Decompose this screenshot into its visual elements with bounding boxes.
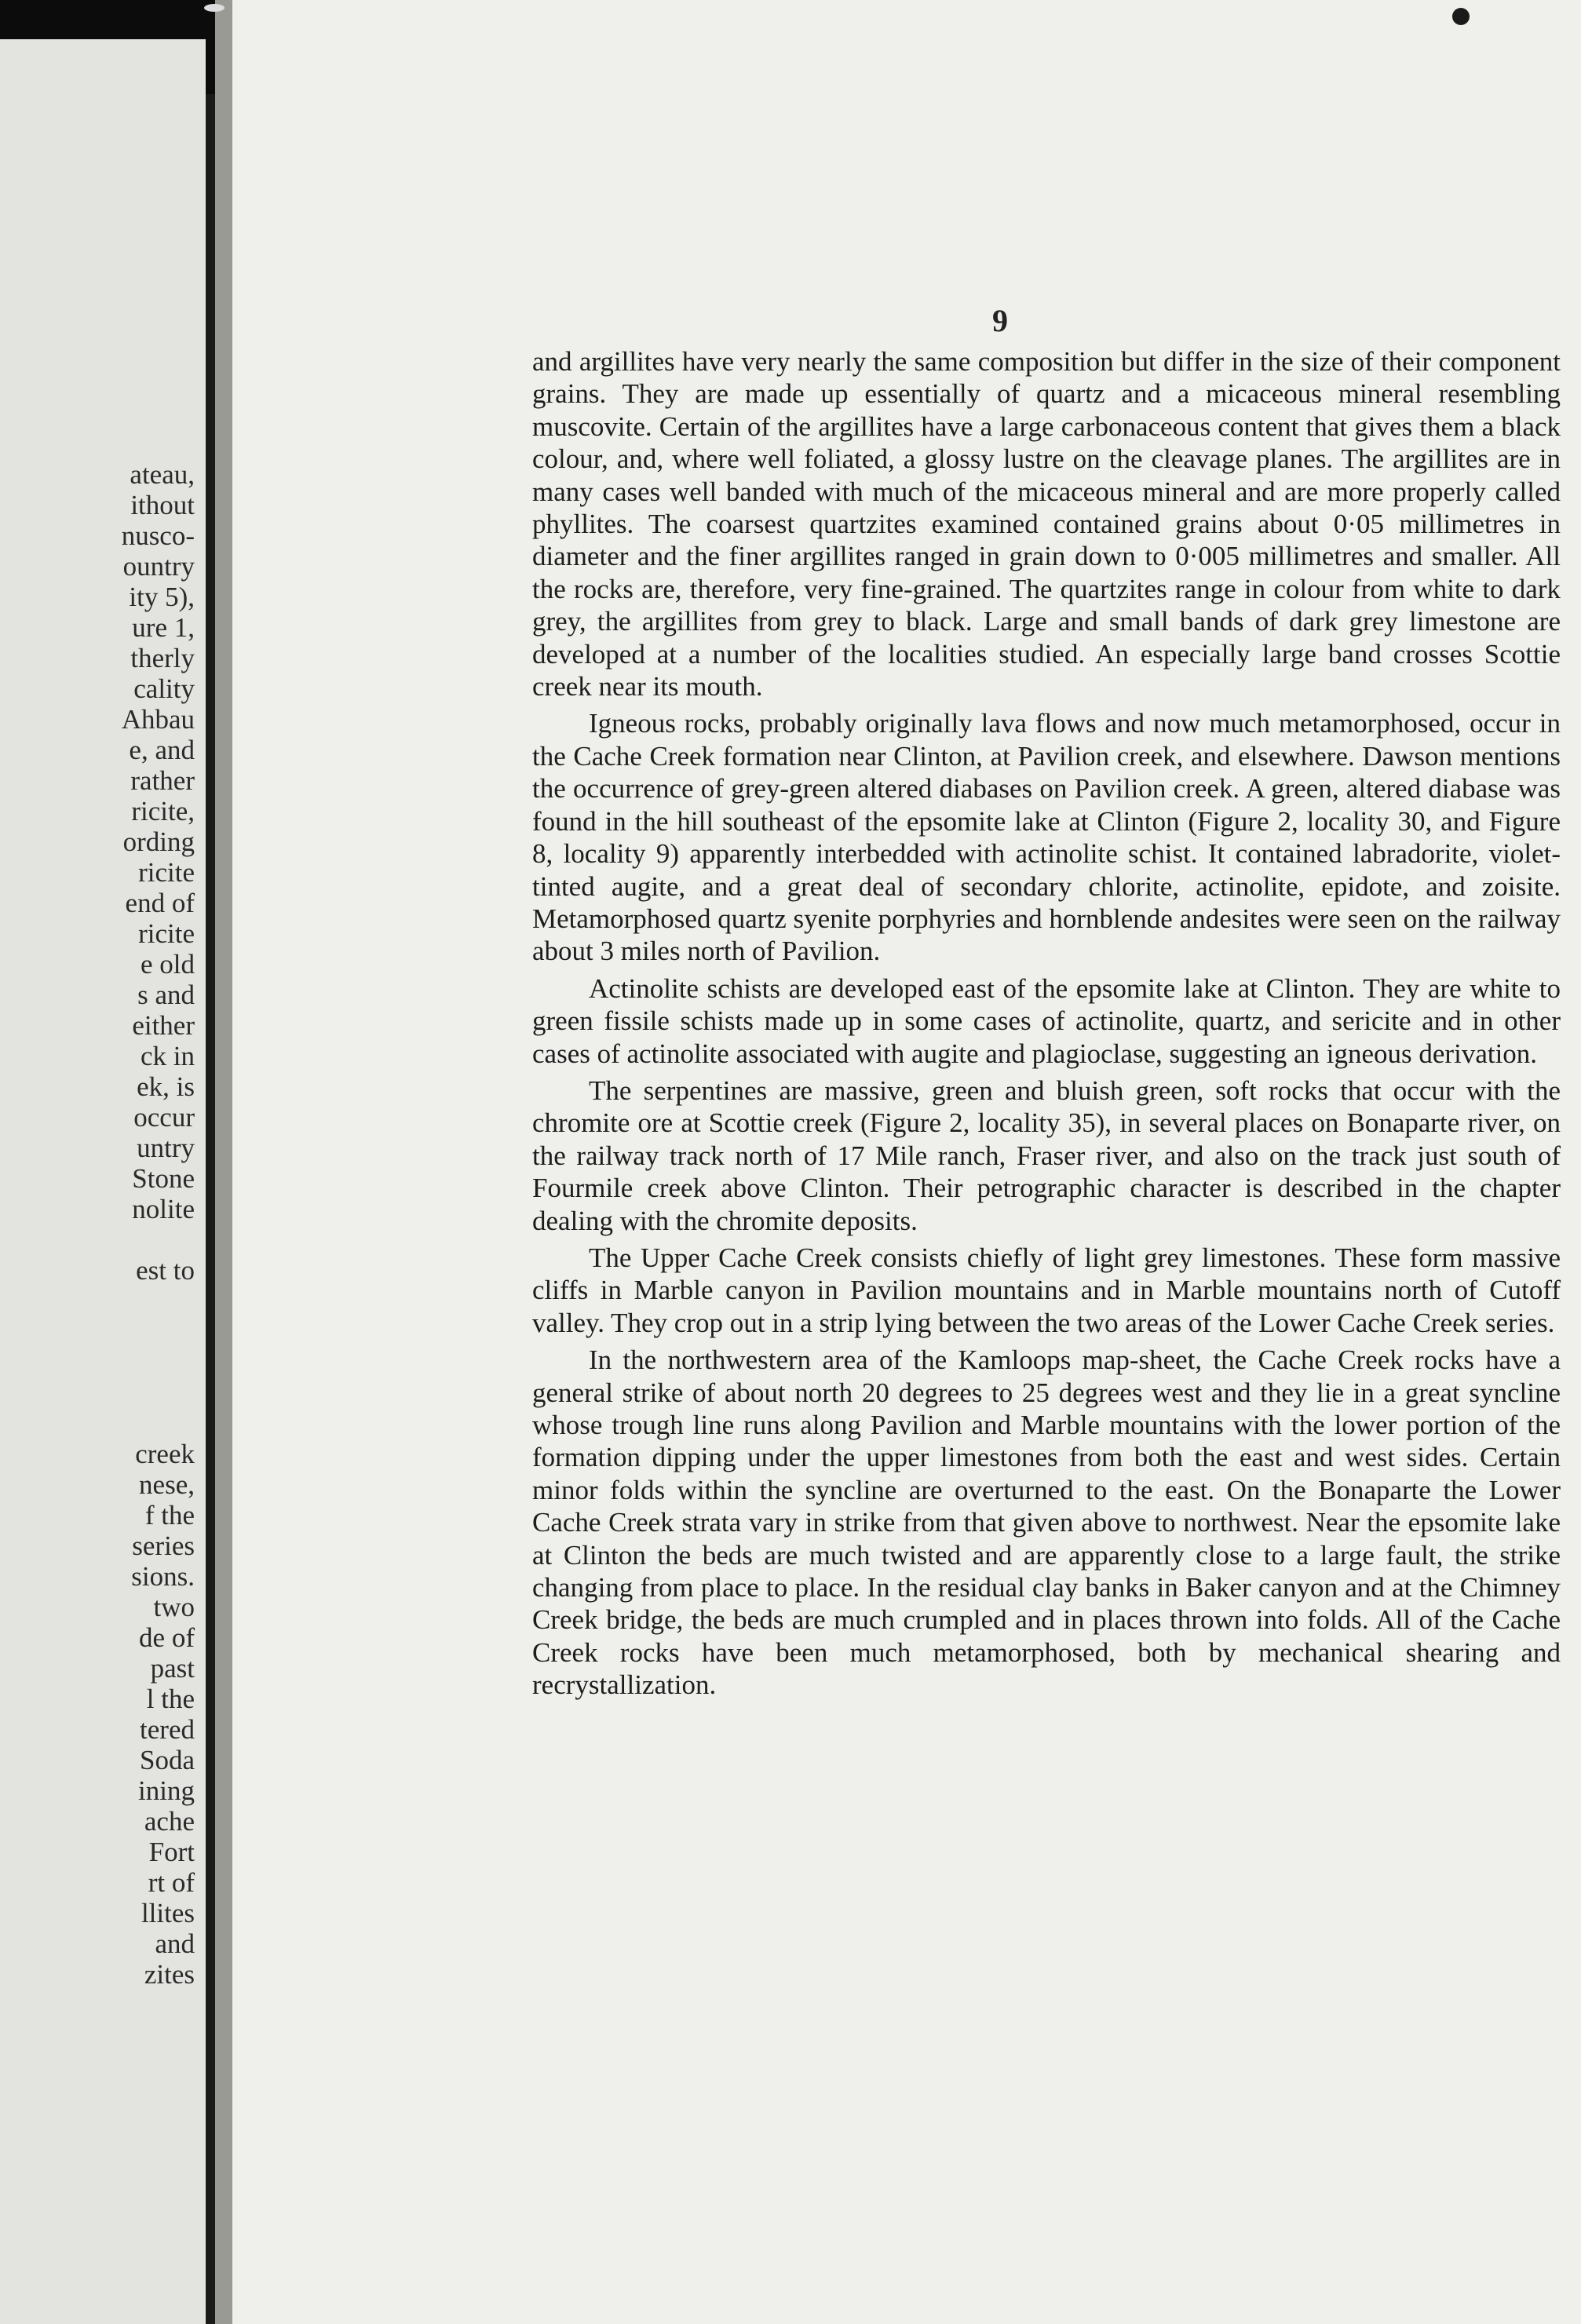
fragment-line: ck in bbox=[140, 1041, 195, 1071]
fragment-line: l the bbox=[146, 1684, 195, 1714]
fragment-group-2 bbox=[122, 1255, 195, 1286]
fragment-line: rather bbox=[130, 765, 195, 796]
binding-shadow bbox=[215, 0, 232, 2324]
paragraph: Actinolite schists are developed east of the epsomite lake at Clinton. They are white to green fissile schists made up in some cases of actinolite, quartz, and sericite and in other cases of actinolite associated with augite and plagioclase, suggesting an igneous derivation. bbox=[532, 972, 1561, 1069]
fragment-line: nolite bbox=[132, 1194, 195, 1224]
fragment-line: ining bbox=[138, 1775, 195, 1806]
fragment-gap bbox=[122, 1224, 195, 1255]
fragment-line: rt of bbox=[148, 1867, 195, 1898]
fragment-line: nusco- bbox=[121, 520, 195, 551]
fragment-line: f the bbox=[144, 1500, 195, 1530]
fragment-line: cality bbox=[133, 673, 195, 704]
fragment-line: untry bbox=[137, 1133, 195, 1163]
paragraph: The Upper Cache Creek consists chiefly of light grey limestones. These form massive cliffs in Marble canyon in Pavilion mountains and in Marble mountains north of Cutoff valley. They crop out in a strip lying between the two areas of the Lower Cache Creek series. bbox=[532, 1242, 1561, 1338]
fragment-line: series bbox=[132, 1530, 195, 1561]
fragment-line: Fort bbox=[148, 1837, 195, 1867]
fragment-line: tered bbox=[140, 1714, 195, 1745]
fragment-line: Soda bbox=[140, 1745, 195, 1775]
paragraph: and argillites have very nearly the same composition but differ in the size of their component grains. They are made up essentially of quartz and a micaceous mineral resembling muscovite. Certain of the argillites have a large carbonaceous content that gives them a black colour, and, where well foliated, a glossy lustre on the cleavage planes. The argillites are in many cases well banded with much of the micaceous mineral and are more properly called phyllites. The coarsest quartzites examined contained grains about 0·05 millimetres in diameter and the finer argillites ranged in grain down to 0·005 millimetres and smaller. All the rocks are, therefore, very fine-grained. The quartzites range in colour from white to dark grey, the argillites from grey to black. Large and small bands of dark grey limestone are developed at a number of the localities studied. An especially large band crosses Scottie creek near its mouth. bbox=[532, 346, 1561, 702]
fragment-line: ricite bbox=[138, 918, 195, 949]
fragment-line: ithout bbox=[130, 490, 195, 520]
left-page bbox=[0, 39, 206, 2324]
fragment-gap bbox=[122, 1286, 195, 1439]
fragment-group-1 bbox=[122, 459, 195, 1224]
fragment-line: ure 1, bbox=[132, 612, 195, 643]
fragment-line: ording bbox=[122, 826, 195, 857]
fragment-line: ricite bbox=[138, 857, 195, 888]
fragment-line: Stone bbox=[132, 1163, 195, 1194]
fragment-line: either bbox=[132, 1010, 195, 1041]
fragment-line: end of bbox=[125, 888, 195, 918]
fragment-line: Ahbau bbox=[121, 704, 195, 735]
fragment-line: e, and bbox=[129, 735, 195, 765]
fragment-line: de of bbox=[139, 1622, 195, 1653]
fragment-line: est to bbox=[136, 1255, 195, 1286]
fragment-line: creek bbox=[135, 1439, 195, 1469]
fragment-line: sions. bbox=[131, 1561, 195, 1592]
fragment-line: e old bbox=[140, 949, 195, 980]
page-number: 9 bbox=[992, 303, 1008, 338]
scan-artifact bbox=[204, 4, 225, 12]
fragment-line: ateau, bbox=[130, 459, 195, 490]
right-page bbox=[215, 0, 1581, 2324]
scan-artifact bbox=[1452, 8, 1470, 25]
fragment-line: therly bbox=[130, 643, 195, 673]
fragment-group-3 bbox=[122, 1439, 195, 1990]
fragment-line: llites bbox=[141, 1898, 195, 1928]
fragment-line: ountry bbox=[122, 551, 195, 582]
fragment-line: ity 5), bbox=[129, 582, 195, 612]
left-page-fragments bbox=[122, 459, 195, 1990]
fragment-line: s and bbox=[137, 980, 195, 1010]
body-text bbox=[532, 345, 1561, 1706]
fragment-line: ricite, bbox=[131, 796, 195, 826]
fragment-line: past bbox=[150, 1653, 195, 1684]
fragment-line: occur bbox=[133, 1102, 195, 1133]
fragment-line: zites bbox=[144, 1959, 195, 1990]
page-gutter bbox=[206, 94, 215, 2324]
paragraph: In the northwestern area of the Kamloops map-sheet, the Cache Creek rocks have a general strike of about north 20 degrees to 25 degrees west and they lie in a great syncline whose trough line runs along Pavilion and Marble mountains with the lower portion of the formation dipping under the upper limestones from both the east and west sides. Certain minor folds within the syncline are overturned to the east. On the Bonaparte the Lower Cache Creek strata vary in strike from that given above to northwest. Near the epsomite lake at Clinton the beds are much twisted and are apparently close to a large fault, the strike changing from place to place. In the residual clay banks in Baker canyon and at the Chimney Creek bridge, the beds are much crumpled and in places thrown into folds. All of the Cache Creek rocks have been much metamorphosed, both by mechanical shearing and recrystallization. bbox=[532, 1344, 1561, 1701]
paragraph: The serpentines are massive, green and bluish green, soft rocks that occur with the chromite ore at Scottie creek (Figure 2, locality 35), in several places on Bonaparte river, on the railway track north of 17 Mile ranch, Fraser river, and also on the track just south of Fourmile creek above Clinton. Their petrographic character is described in the chapter dealing with the chromite deposits. bbox=[532, 1074, 1561, 1236]
fragment-line: nese, bbox=[139, 1469, 195, 1500]
fragment-line: two bbox=[153, 1592, 195, 1622]
fragment-line: ek, is bbox=[137, 1071, 195, 1102]
fragment-line: and bbox=[155, 1928, 195, 1959]
paragraph: Igneous rocks, probably originally lava flows and now much metamorphosed, occur in the Cache Creek formation near Clinton, at Pavilion creek, and elsewhere. Dawson mentions the occurrence of grey-green altered diabases on Pavilion creek. A green, altered diabase was found in the hill southeast of the epsomite lake at Clinton (Figure 2, locality 30, and Figure 8, locality 9) apparently interbedded with actinolite schist. It contained labradorite, violet-tinted augite, and a great deal of secondary chlorite, actinolite, epidote, and zoisite. Metamorphosed quartz syenite porphyries and hornblende andesites were seen on the railway about 3 miles north of Pavilion. bbox=[532, 708, 1561, 967]
fragment-line: ache bbox=[144, 1806, 195, 1837]
